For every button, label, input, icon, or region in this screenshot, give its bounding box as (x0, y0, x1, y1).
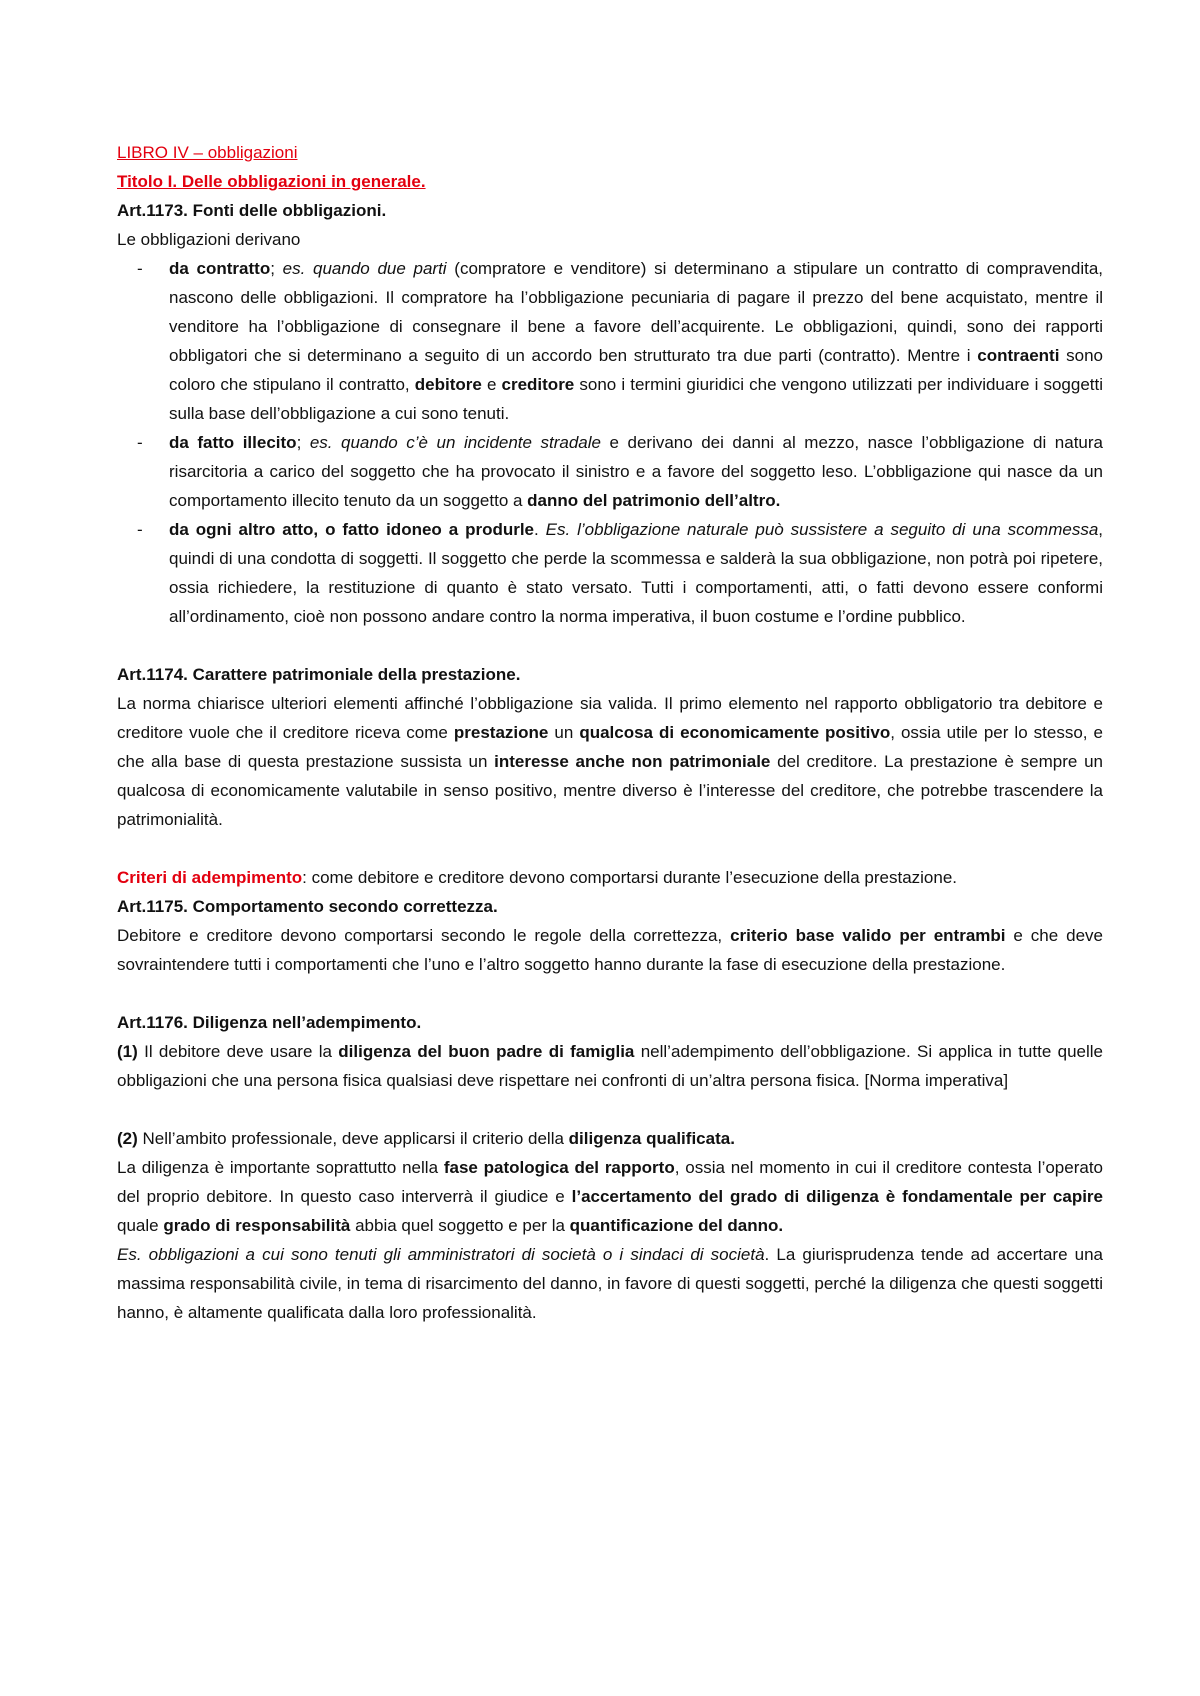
art1176-paragraph-4 (117, 1240, 1103, 1327)
art1176-paragraph-3 (117, 1153, 1103, 1240)
text-run: debitore (414, 375, 482, 394)
spacer (117, 631, 1103, 660)
list-item (117, 428, 1103, 515)
text-run: da fatto illecito (169, 433, 297, 452)
text-run: e derivano dei danni al mezzo, nasce l’obbligazione di natura risarcitoria a carico del soggetto che ha provocato il sinistro e a favore del soggetto leso. L’obbligazione qui nasce da un comportamento illecito tenuto da un soggetto a (169, 433, 1103, 510)
spacer (117, 979, 1103, 1008)
text-run: da ogni altro atto, o fatto idoneo a produrle (169, 520, 535, 539)
criteri-label: Criteri di adempimento (117, 868, 303, 887)
art1174-title: Art.1174. Carattere patrimoniale della prestazione. (117, 665, 521, 684)
text-run: , ossia utile per lo stesso, e che alla base di questa prestazione sussista un (117, 723, 1103, 771)
criteri-paragraph (117, 863, 1103, 892)
art1176-paragraph-2 (117, 1124, 1103, 1153)
text-run: ; (296, 433, 310, 452)
text-run: diligenza qualificata. (568, 1129, 735, 1148)
text-run: quantificazione del danno. (569, 1216, 784, 1235)
text-run: , quindi di una condotta di soggetti. Il soggetto che perde la scommessa e salderà la sua obbligazione, non potrà poi ripetere, ossia richiedere, la restituzione di quanto è stato versato. Tutti i comportamenti, atti, o fatti devono essere conformi all’ordinamento, cioè non possono andare contro la norma imperativa, il buon costume e l’ordine pubblico. (169, 520, 1104, 626)
text-run: , ossia nel momento in cui il creditore contesta l’operato del proprio debitore. In questo caso interverrà il giudice e (117, 1158, 1103, 1206)
text-run: grado di responsabilità (163, 1216, 351, 1235)
text-run: abbia quel soggetto e per la (350, 1216, 570, 1235)
text-run: . (534, 520, 546, 539)
spacer (117, 834, 1103, 863)
text-run: (1) (117, 1042, 138, 1061)
list-item-text (169, 433, 1103, 510)
text-run: Debitore e creditore devono comportarsi secondo le regole della correttezza, (117, 926, 731, 945)
spacer (117, 1095, 1103, 1124)
text-run: La diligenza è importante soprattutto nella (117, 1158, 444, 1177)
text-run: l’accertamento del grado di diligenza è fondamentale per capire (571, 1187, 1103, 1206)
text-run: es. quando due parti (282, 259, 447, 278)
art1175-title: Art.1175. Comportamento secondo correttezza. (117, 897, 498, 916)
titolo-heading: Titolo I. Delle obbligazioni in generale. (117, 172, 426, 191)
bullet-dash: - (137, 520, 143, 539)
text-run: e (481, 375, 502, 394)
text-run: e che deve sovraintendere tutti i comportamenti che l’uno e l’altro soggetto hanno durante la fase di esecuzione della prestazione. (117, 926, 1103, 974)
list-item-text (169, 259, 1103, 423)
text-run: La norma chiarisce ulteriori elementi affinché l’obbligazione sia valida. Il primo elemento nel rapporto obbligatorio tra debitore e creditore vuole che il creditore riceva come (117, 694, 1103, 742)
text-run: del creditore. La prestazione è sempre un qualcosa di economicamente valutabile in senso positivo, mentre diverso è l’interesse del creditore, che potrebbe trascendere la patrimonialità. (117, 752, 1103, 829)
text-run: danno del patrimonio dell’altro. (527, 491, 781, 510)
text-run: fase patologica del rapporto (443, 1158, 675, 1177)
list-item-text (169, 520, 1103, 626)
text-run: . La giurisprudenza tende ad accertare una massima responsabilità civile, in tema di risarcimento del danno, in favore di questi soggetti, perché la diligenza che questi soggetti hanno, è altamente qualificata dalla loro professionalità. (117, 1245, 1103, 1322)
text-run: quale (117, 1216, 164, 1235)
document-page (117, 138, 1103, 1327)
art1173-title: Art.1173. Fonti delle obbligazioni. (117, 201, 387, 220)
text-run: diligenza del buon padre di famiglia (338, 1042, 635, 1061)
text-run: un (548, 723, 580, 742)
text-run: Es. obbligazioni a cui sono tenuti gli amministratori di società o i sindaci di società (117, 1245, 765, 1264)
list-item (117, 515, 1103, 631)
text-run: interesse anche non patrimoniale (494, 752, 771, 771)
text-run: creditore (501, 375, 575, 394)
text-run: ; (270, 259, 283, 278)
text-run: prestazione (453, 723, 549, 742)
bullet-dash: - (137, 433, 143, 452)
art1175-body (117, 921, 1103, 979)
text-run: sono coloro che stipulano il contratto, (169, 346, 1103, 394)
bullet-dash: - (137, 259, 143, 278)
art1173-intro: Le obbligazioni derivano (117, 230, 301, 249)
text-run: contraenti (977, 346, 1060, 365)
text-run: nell’adempimento dell’obbligazione. Si applica in tutte quelle obbligazioni che una persona fisica qualsiasi deve rispettare nei confronti di un’altra persona fisica. [Norma imperativa] (117, 1042, 1103, 1090)
text-run: sono i termini giuridici che vengono utilizzati per individuare i soggetti sulla base dell’obbligazione a cui sono tenuti. (169, 375, 1103, 423)
libro-heading: LIBRO IV – obbligazioni (117, 143, 298, 162)
text-run: qualcosa di economicamente positivo (579, 723, 891, 742)
art1176-title: Art.1176. Diligenza nell’adempimento. (117, 1013, 422, 1032)
text-run: Es. l’obbligazione naturale può sussistere a seguito di una scommessa (545, 520, 1099, 539)
text-run: (compratore e venditore) si determinano a stipulare un contratto di compravendita, nascono delle obbligazioni. Il compratore ha l’obbligazione pecuniaria di pagare il prezzo del bene acquistato, mentre il venditore ha l’obbligazione di consegnare il bene a favore dell’acquirente. Le obbligazioni, quindi, sono dei rapporti obbligatori che si determinano a seguito di un accordo ben strutturato tra due parti (contratto). Mentre i (169, 259, 1104, 365)
text-run: da contratto (169, 259, 271, 278)
art1174-body (117, 689, 1103, 834)
art1176-paragraph-1 (117, 1037, 1103, 1095)
list-item (117, 254, 1103, 428)
text-run: es. quando c’è un incidente stradale (309, 433, 601, 452)
text-run: Il debitore deve usare la (137, 1042, 339, 1061)
text-run: (2) (117, 1129, 138, 1148)
text-run: criterio base valido per entrambi (730, 926, 1006, 945)
criteri-text: : come debitore e creditore devono comportarsi durante l’esecuzione della prestazione. (302, 868, 958, 887)
text-run: Nell’ambito professionale, deve applicarsi il criterio della (137, 1129, 569, 1148)
